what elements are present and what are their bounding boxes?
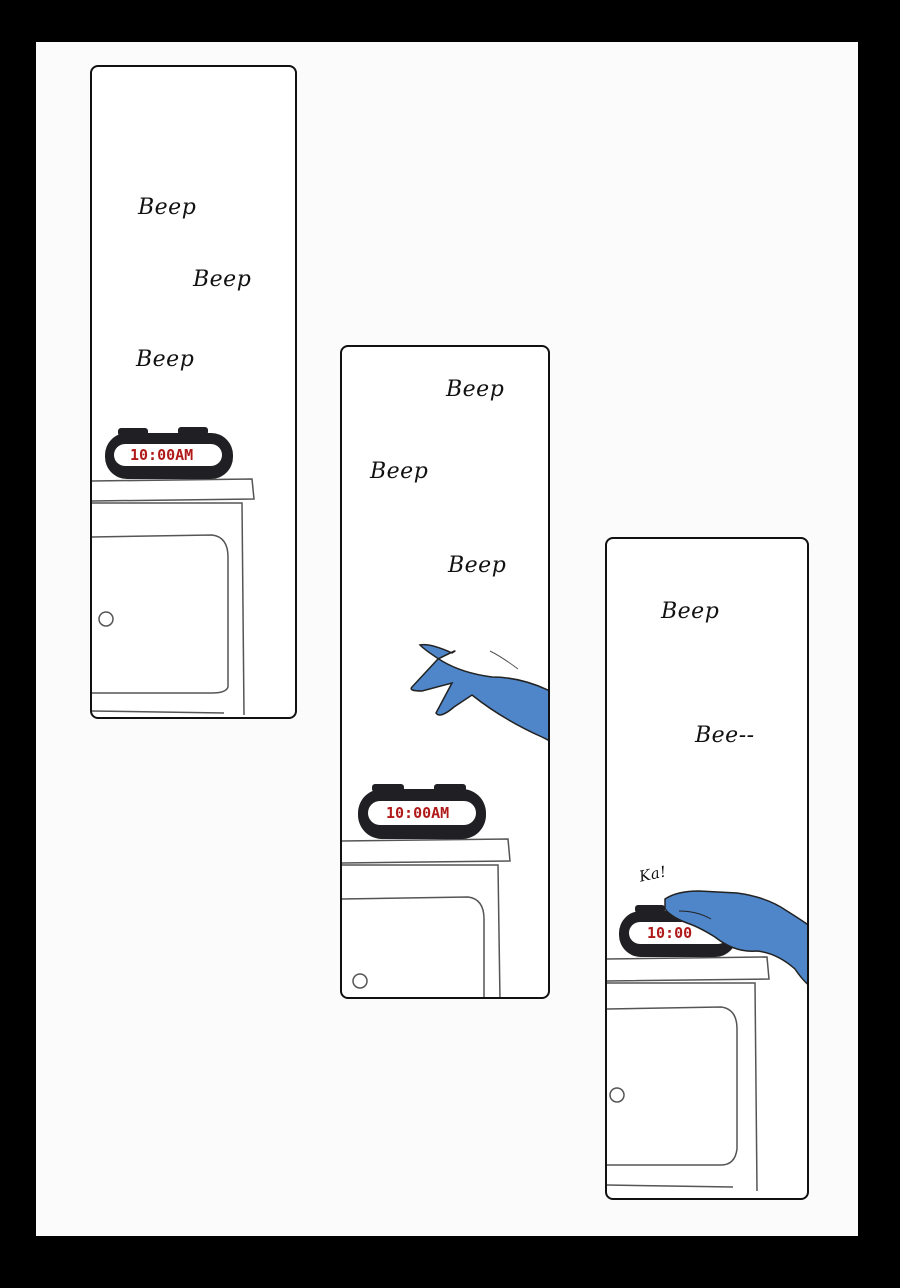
sfx-beep: Beep: [136, 347, 195, 372]
comic-panel-3: [605, 537, 809, 1200]
sfx-beep: Beep: [193, 267, 252, 292]
comic-page: [36, 42, 858, 1236]
panel-1-art: [92, 67, 297, 719]
sfx-beep: Beep: [370, 459, 429, 484]
sfx-beep: Beep: [138, 195, 197, 220]
reaching-hand-icon: [411, 645, 550, 742]
panel-2-art: [342, 347, 550, 999]
sfx-bee: Bee--: [695, 723, 755, 748]
sfx-beep: Beep: [446, 377, 505, 402]
comic-panel-2: [340, 345, 550, 999]
clock-display: 10:00: [647, 924, 693, 942]
comic-panel-1: [90, 65, 297, 719]
sfx-beep: Beep: [661, 599, 720, 624]
clock-display: 10:00AM: [386, 804, 450, 822]
sfx-beep: Beep: [448, 553, 507, 578]
sfx-ka: Ka!: [637, 862, 669, 886]
clock-display: 10:00AM: [130, 446, 194, 464]
